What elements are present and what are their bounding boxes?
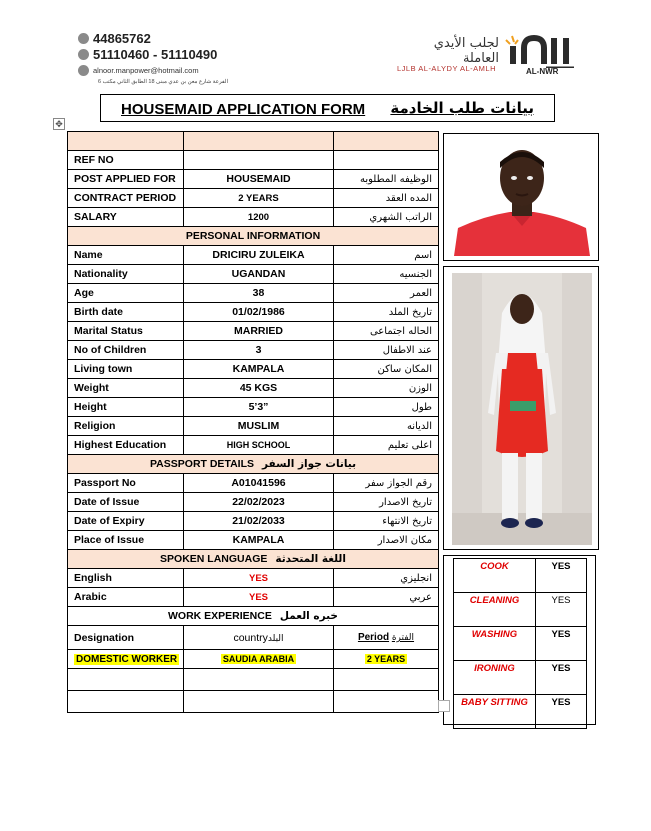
field-label: POST APPLIED FOR (68, 170, 184, 189)
skill-row (454, 593, 587, 627)
field-label: Place of Issue (68, 531, 184, 550)
experience-heading (68, 607, 439, 626)
phone-icon (78, 33, 89, 44)
field-label: Nationality (68, 265, 184, 284)
table-move-handle-icon[interactable]: ✥ (53, 118, 65, 130)
skill-value: YES (536, 695, 587, 729)
field-value: YES (184, 588, 334, 607)
lamp-logo-icon (504, 34, 580, 68)
field-value (184, 151, 334, 170)
field-label-arabic: طول (334, 398, 439, 417)
field-label-arabic: الحاله اجتماعى (334, 322, 439, 341)
resize-handle[interactable] (438, 700, 450, 712)
country-header: countryالبلد (184, 626, 334, 650)
experience-country: SAUDIA ARABIA (222, 654, 295, 664)
skill-name: IRONING (454, 661, 536, 695)
office-address: الفرعة شارع معن بن عدي مبنى 18 الطابق الثاني مكتب 6 (98, 79, 228, 85)
language-heading-en: SPOKEN LANGUAGE (160, 553, 268, 565)
table-row (68, 170, 439, 189)
field-value: KAMPALA (184, 531, 334, 550)
table-row (68, 208, 439, 227)
field-label: REF NO (68, 151, 184, 170)
field-label: Religion (68, 417, 184, 436)
table-row (68, 379, 439, 398)
field-value: 5’3” (184, 398, 334, 417)
experience-heading-ar: خبره العمل (279, 610, 338, 622)
portrait-image (454, 146, 590, 256)
table-row (68, 669, 439, 691)
logo-english-text: LJLB AL-ALYDY AL-AMLH (397, 64, 497, 73)
experience-header-row (68, 626, 439, 650)
field-label: No of Children (68, 341, 184, 360)
field-value: 21/02/2033 (184, 512, 334, 531)
designation-header: Designation (68, 626, 184, 650)
skill-value: YES (536, 593, 587, 627)
skill-row (454, 661, 587, 695)
phone-number-1: 44865762 (93, 30, 151, 46)
field-label-arabic: الجنسيه (334, 265, 439, 284)
table-row (68, 531, 439, 550)
email-address: alnoor.manpower@hotmail.com (93, 65, 199, 75)
field-value: 38 (184, 284, 334, 303)
field-label: Marital Status (68, 322, 184, 341)
field-label: Passport No (68, 474, 184, 493)
experience-heading-en: WORK EXPERIENCE (168, 610, 272, 622)
company-logo (394, 34, 584, 80)
logo-arabic-text: لجلب الأيدي العاملة (433, 36, 499, 66)
field-value: UGANDAN (184, 265, 334, 284)
skill-name: WASHING (454, 627, 536, 661)
field-label: Name (68, 246, 184, 265)
skill-value: YES (536, 559, 587, 593)
phone-icon (78, 49, 89, 60)
table-row (68, 474, 439, 493)
headshot-photo-frame (443, 133, 599, 261)
language-heading (68, 550, 439, 569)
experience-period: 2 YEARS (366, 654, 406, 664)
field-label-arabic: الوزن (334, 379, 439, 398)
field-value: DRICIRU ZULEIKA (184, 246, 334, 265)
field-label: SALARY (68, 208, 184, 227)
table-row (68, 398, 439, 417)
table-row (68, 151, 439, 170)
table-row (68, 341, 439, 360)
table-row (68, 417, 439, 436)
form-title (100, 94, 555, 122)
skills-table (453, 558, 587, 729)
skill-value: YES (536, 661, 587, 695)
email-icon (78, 65, 89, 76)
field-value: A01041596 (184, 474, 334, 493)
field-label: CONTRACT PERIOD (68, 189, 184, 208)
field-label-arabic: تاريخ الملد (334, 303, 439, 322)
table-row (68, 132, 439, 151)
field-value: MUSLIM (184, 417, 334, 436)
section-heading (68, 455, 439, 474)
field-label-arabic: الراتب الشهري (334, 208, 439, 227)
table-row (68, 436, 439, 455)
section-heading (68, 227, 439, 246)
table-row (68, 360, 439, 379)
application-table (67, 131, 439, 713)
section-heading (68, 550, 439, 569)
field-value: 1200 (184, 208, 334, 227)
field-label-arabic: المكان ساكن (334, 360, 439, 379)
table-row (68, 265, 439, 284)
table-row (68, 303, 439, 322)
field-value: HOUSEMAID (184, 170, 334, 189)
personal-info-heading: PERSONAL INFORMATION (68, 227, 439, 246)
form-title-english: HOUSEMAID APPLICATION FORM (121, 101, 366, 118)
contact-block (78, 30, 228, 85)
experience-designation: DOMESTIC WORKER (76, 654, 178, 665)
field-label: English (68, 569, 184, 588)
field-value: 45 KGS (184, 379, 334, 398)
field-value: 3 (184, 341, 334, 360)
field-label-arabic: الوظيفه المطلوبه (334, 170, 439, 189)
field-label: Arabic (68, 588, 184, 607)
full-body-image (452, 273, 592, 545)
field-value: YES (184, 569, 334, 588)
field-label-arabic: الديانه (334, 417, 439, 436)
field-label-arabic: رقم الجواز سفر (334, 474, 439, 493)
skill-row (454, 559, 587, 593)
full-body-photo (452, 273, 592, 545)
passport-heading-ar: بيانات جواز السفر (262, 458, 357, 470)
field-label-arabic: انجليزي (334, 569, 439, 588)
skill-value: YES (536, 627, 587, 661)
field-label: Date of Expiry (68, 512, 184, 531)
passport-heading (68, 455, 439, 474)
field-value: KAMPALA (184, 360, 334, 379)
table-row (68, 512, 439, 531)
headshot-photo (454, 146, 590, 256)
skill-name: COOK (454, 559, 536, 593)
field-value: HIGH SCHOOL (184, 436, 334, 455)
field-label-arabic: اسم (334, 246, 439, 265)
field-label: Highest Education (68, 436, 184, 455)
field-label-arabic: تاريخ الاصدار (334, 493, 439, 512)
phone-number-2: 51110460 - 51110490 (93, 46, 218, 62)
field-label-arabic: اعلى تعليم (334, 436, 439, 455)
logo-sub-text: AL-NWR (526, 67, 559, 76)
skill-name: CLEANING (454, 593, 536, 627)
field-label-arabic: عربي (334, 588, 439, 607)
field-value: 01/02/1986 (184, 303, 334, 322)
passport-heading-en: PASSPORT DETAILS (149, 458, 254, 470)
period-header: Period الفترة (334, 626, 439, 650)
field-label: Living town (68, 360, 184, 379)
field-value: 22/02/2023 (184, 493, 334, 512)
table-row (68, 246, 439, 265)
field-label-arabic: العمر (334, 284, 439, 303)
field-value: 2 YEARS (184, 189, 334, 208)
form-title-arabic: بيانات طلب الخادمة (390, 99, 534, 117)
skill-row (454, 695, 587, 729)
full-body-photo-frame (443, 266, 599, 550)
field-label-arabic: مكان الاصدار (334, 531, 439, 550)
field-label-arabic: المده العقد (334, 189, 439, 208)
skill-name: BABY SITTING (454, 695, 536, 729)
table-row (68, 588, 439, 607)
logo-mark (504, 34, 580, 80)
table-row (68, 569, 439, 588)
section-heading (68, 607, 439, 626)
field-label: Date of Issue (68, 493, 184, 512)
field-label: Height (68, 398, 184, 417)
table-row (68, 322, 439, 341)
language-heading-ar: اللغة المتحدثة (275, 553, 346, 565)
field-label: Weight (68, 379, 184, 398)
table-row (68, 493, 439, 512)
field-label: Birth date (68, 303, 184, 322)
field-label-arabic: عند الاطفال (334, 341, 439, 360)
field-value: MARRIED (184, 322, 334, 341)
table-row (68, 189, 439, 208)
experience-row (68, 650, 439, 669)
field-label: Age (68, 284, 184, 303)
table-row (68, 284, 439, 303)
table-row (68, 691, 439, 713)
field-label-arabic: تاريخ الانتهاء (334, 512, 439, 531)
skill-row (454, 627, 587, 661)
